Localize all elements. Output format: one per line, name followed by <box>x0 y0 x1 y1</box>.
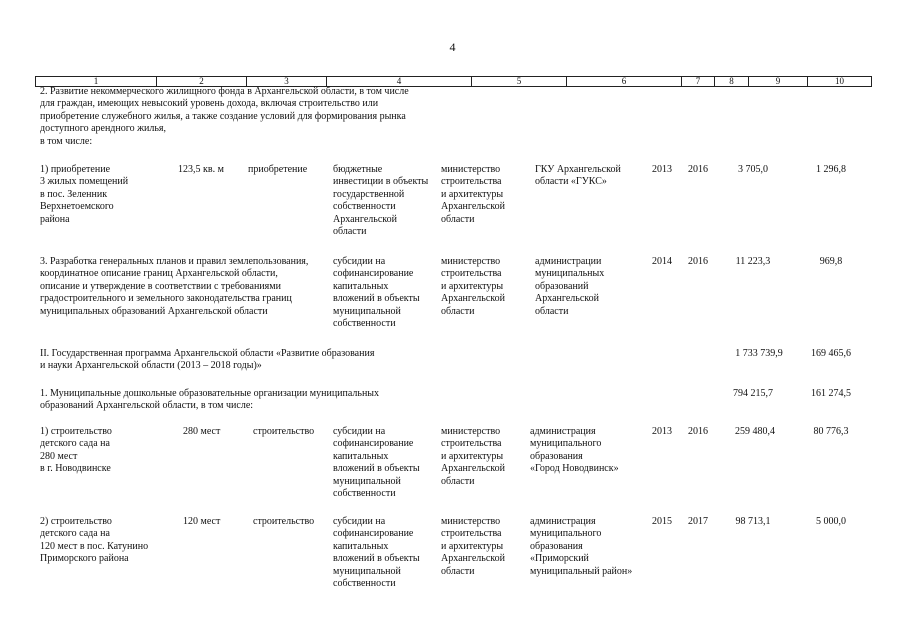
total-cost: 98 713,1 <box>735 516 771 527</box>
column-header: 9 <box>749 77 808 86</box>
column-header: 10 <box>835 76 844 86</box>
column-header: 4 <box>327 77 472 86</box>
item-name: 1) строительство детского сада на 280 мест в г. Новодвинске <box>40 426 112 475</box>
work-type: строительство <box>253 516 315 527</box>
column-header: 8 <box>715 77 749 86</box>
capacity: 280 мест <box>183 426 221 437</box>
allocated-amount: 5 000,0 <box>816 516 846 527</box>
column-header: 7 <box>682 77 715 86</box>
recipient: администрация муниципального образования «Приморский муниципальный район» <box>530 516 633 577</box>
funding-type: субсидии на софинансирование капитальных вложений в объекты муниципальной собственности <box>333 256 420 330</box>
total-cost: 1 733 739,9 <box>735 348 783 359</box>
recipient: администрации муниципальных образований Архангельской области <box>535 256 605 317</box>
start-year: 2015 <box>652 516 672 527</box>
column-header: 2 <box>157 77 247 86</box>
ministry: министерство строительства и архитектуры Архангельской области <box>441 516 505 577</box>
start-year: 2014 <box>652 256 672 267</box>
funding-type: бюджетные инвестиции в объекты государственной собственности Архангельской области <box>333 164 429 238</box>
recipient: ГКУ Архангельской области «ГУКС» <box>535 164 621 188</box>
page-number: 4 <box>449 40 456 54</box>
start-year: 2013 <box>652 426 672 437</box>
allocated-amount: 169 465,6 <box>811 348 851 359</box>
allocated-amount: 969,8 <box>819 256 843 267</box>
item-name: 1) приобретение 3 жилых помещений в пос. Зеленник Верхнетоемского района <box>40 164 129 225</box>
total-cost: 259 480,4 <box>735 426 775 437</box>
work-type: приобретение <box>248 164 308 175</box>
section-title: 1. Муниципальные дошкольные образовательные организации муниципальных образований Архангельской области, в том числе: <box>40 388 380 412</box>
total-cost: 794 215,7 <box>733 388 773 399</box>
end-year: 2016 <box>688 164 708 175</box>
end-year: 2017 <box>688 516 708 527</box>
ministry: министерство строительства и архитектуры Архангельской области <box>441 164 505 225</box>
total-cost: 3 705,0 <box>738 164 768 175</box>
start-year: 2013 <box>652 164 672 175</box>
column-header: 1 <box>36 77 157 86</box>
allocated-amount: 80 776,3 <box>813 426 849 437</box>
capacity: 120 мест <box>183 516 221 527</box>
column-header: 3 <box>247 77 327 86</box>
ministry: министерство строительства и архитектуры Архангельской области <box>441 426 505 487</box>
total-cost: 11 223,3 <box>735 256 771 267</box>
column-header: 6 <box>567 77 682 86</box>
allocated-amount: 161 274,5 <box>811 388 851 399</box>
capacity: 123,5 кв. м <box>178 164 224 175</box>
recipient: администрация муниципального образования «Город Новодвинск» <box>530 426 619 475</box>
ministry: министерство строительства и архитектуры Архангельской области <box>441 256 505 317</box>
work-type: строительство <box>253 426 315 437</box>
item-name: 2) строительство детского сада на 120 мест в пос. Катунино Приморского района <box>40 516 149 565</box>
program-title: II. Государственная программа Архангельской области «Развитие образования и науки Архангельской области (2013 – 2018 годы)» <box>40 348 375 372</box>
end-year: 2016 <box>688 256 708 267</box>
funding-type: субсидии на софинансирование капитальных вложений в объекты муниципальной собственности <box>333 426 420 500</box>
column-header: 5 <box>472 77 567 86</box>
funding-type: субсидии на софинансирование капитальных вложений в объекты муниципальной собственности <box>333 516 420 590</box>
item-name: 3. Разработка генеральных планов и правил землепользования, координатное описание границ Архангельской области, описание и утверждение в соответствии с требованиями градостроительного и земельного законодательства границ муниципальных образований Архангельской области <box>40 256 309 317</box>
allocated-amount: 1 296,8 <box>816 164 846 175</box>
end-year: 2016 <box>688 426 708 437</box>
section-title: 2. Развитие некоммерческого жилищного фонда в Архангельской области, в том числе для граждан, имеющих невысокий уровень дохода, включая строительство или приобретение служебного жилья, а также создание условий для формирования рынка доступного арендного жилья, в том числе: <box>40 86 409 147</box>
